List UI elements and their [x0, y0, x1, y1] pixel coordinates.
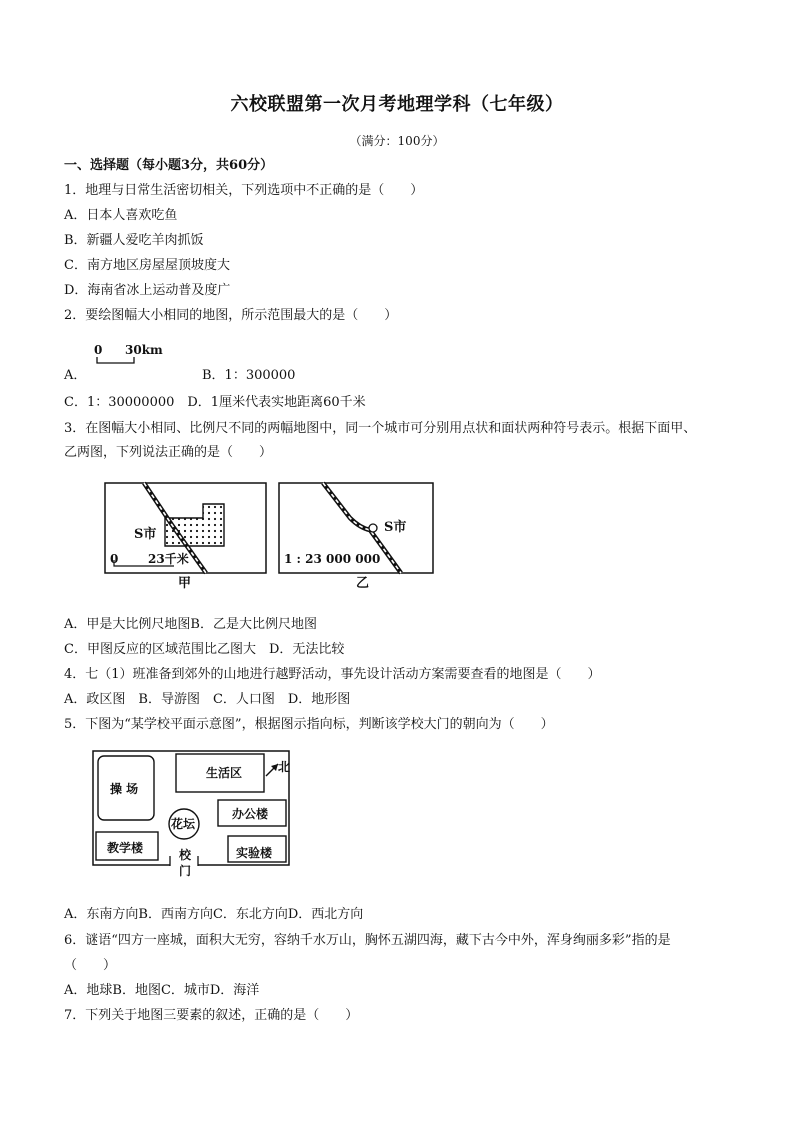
q2-option-b: B．1：300000	[202, 368, 296, 383]
q4-stem: 4．七（1）班准备到郊外的山地进行越野活动，事先设计活动方案需要查看的地图是（ ）	[64, 667, 601, 682]
q7-stem: 7．下列关于地图三要素的叙述，正确的是（ ）	[64, 1008, 359, 1023]
q6-stem-line2: （ ）	[64, 958, 117, 973]
q2-scale-length: 30km	[125, 343, 163, 357]
gate-label-1: 校	[179, 848, 192, 862]
lab-label: 实验楼	[236, 846, 273, 860]
teaching-label: 教学楼	[107, 841, 144, 855]
city-point	[369, 524, 377, 532]
score-note: （满分：100分）	[349, 134, 445, 148]
q4-options: A．政区图 B．导游图 C．人口图 D．地形图	[64, 692, 351, 707]
q3-options-ab: A．甲是大比例尺地图B．乙是大比例尺地图	[64, 617, 317, 632]
section-heading: 一、选择题（每小题3分，共60分）	[64, 158, 274, 173]
q3-stem-line1: 3．在图幅大小相同、比例尺不同的两幅地图中，同一个城市可分别用点状和面状两种符号表示。根据下面甲、	[64, 421, 697, 436]
q6-stem-line1: 6．谜语“四方一座城，面积大无穷，容纳千水万山，胸怀五湖四海，藏下古今中外，浑身绚丽多彩”指的是	[64, 933, 671, 948]
map-jia-scale-label: 23千米	[148, 552, 189, 566]
map-jia-caption: 甲	[178, 576, 192, 591]
living-area-label: 生活区	[206, 766, 243, 780]
q2-scale-zero: 0	[94, 343, 103, 357]
q5-stem: 5．下图为“某学校平面示意图”，根据图示指向标，判断该学校大门的朝向为（ ）	[64, 717, 554, 732]
q1-option-c: C．南方地区房屋屋顶坡度大	[64, 258, 230, 273]
q2-option-a: A．	[64, 368, 87, 383]
q1-option-d: D．海南省冰上运动普及度广	[64, 283, 231, 298]
map-yi-caption: 乙	[356, 576, 370, 591]
q3-stem-line2: 乙两图，下列说法正确的是（ ）	[64, 445, 273, 460]
q2-scale-bar	[94, 356, 144, 366]
north-label: 北	[278, 760, 291, 774]
q2-options-cd: C．1：30000000 D．1厘米代表实地距离60千米	[64, 395, 366, 410]
q3-options-cd: C．甲图反应的区域范围比乙图大 D．无法比较	[64, 642, 345, 657]
map-yi-scale-label: 1 : 23 000 000	[284, 552, 381, 566]
q2-stem: 2．要绘图幅大小相同的地图，所示范围最大的是（ ）	[64, 308, 398, 323]
flower-bed-label: 花坛	[171, 817, 196, 831]
map-jia-city-label: S市	[134, 527, 157, 542]
playground-label: 操 场	[110, 782, 139, 796]
gate-label-2: 门	[179, 864, 192, 878]
office-label: 办公楼	[232, 807, 269, 821]
map-yi-city-label: S市	[384, 520, 407, 535]
page-title: 六校联盟第一次月考地理学科（七年级）	[230, 94, 564, 115]
q1-option-a: A．日本人喜欢吃鱼	[64, 208, 178, 223]
map-jia-scale-zero: 0	[110, 552, 119, 566]
q1-stem: 1．地理与日常生活密切相关，下列选项中不正确的是（ ）	[64, 183, 424, 198]
q1-option-b: B．新疆人爱吃羊肉抓饭	[64, 233, 204, 248]
q6-options: A．地球B．地图C．城市D．海洋	[64, 983, 260, 998]
q5-options: A．东南方向B．西南方向C．东北方向D．西北方向	[64, 907, 364, 922]
